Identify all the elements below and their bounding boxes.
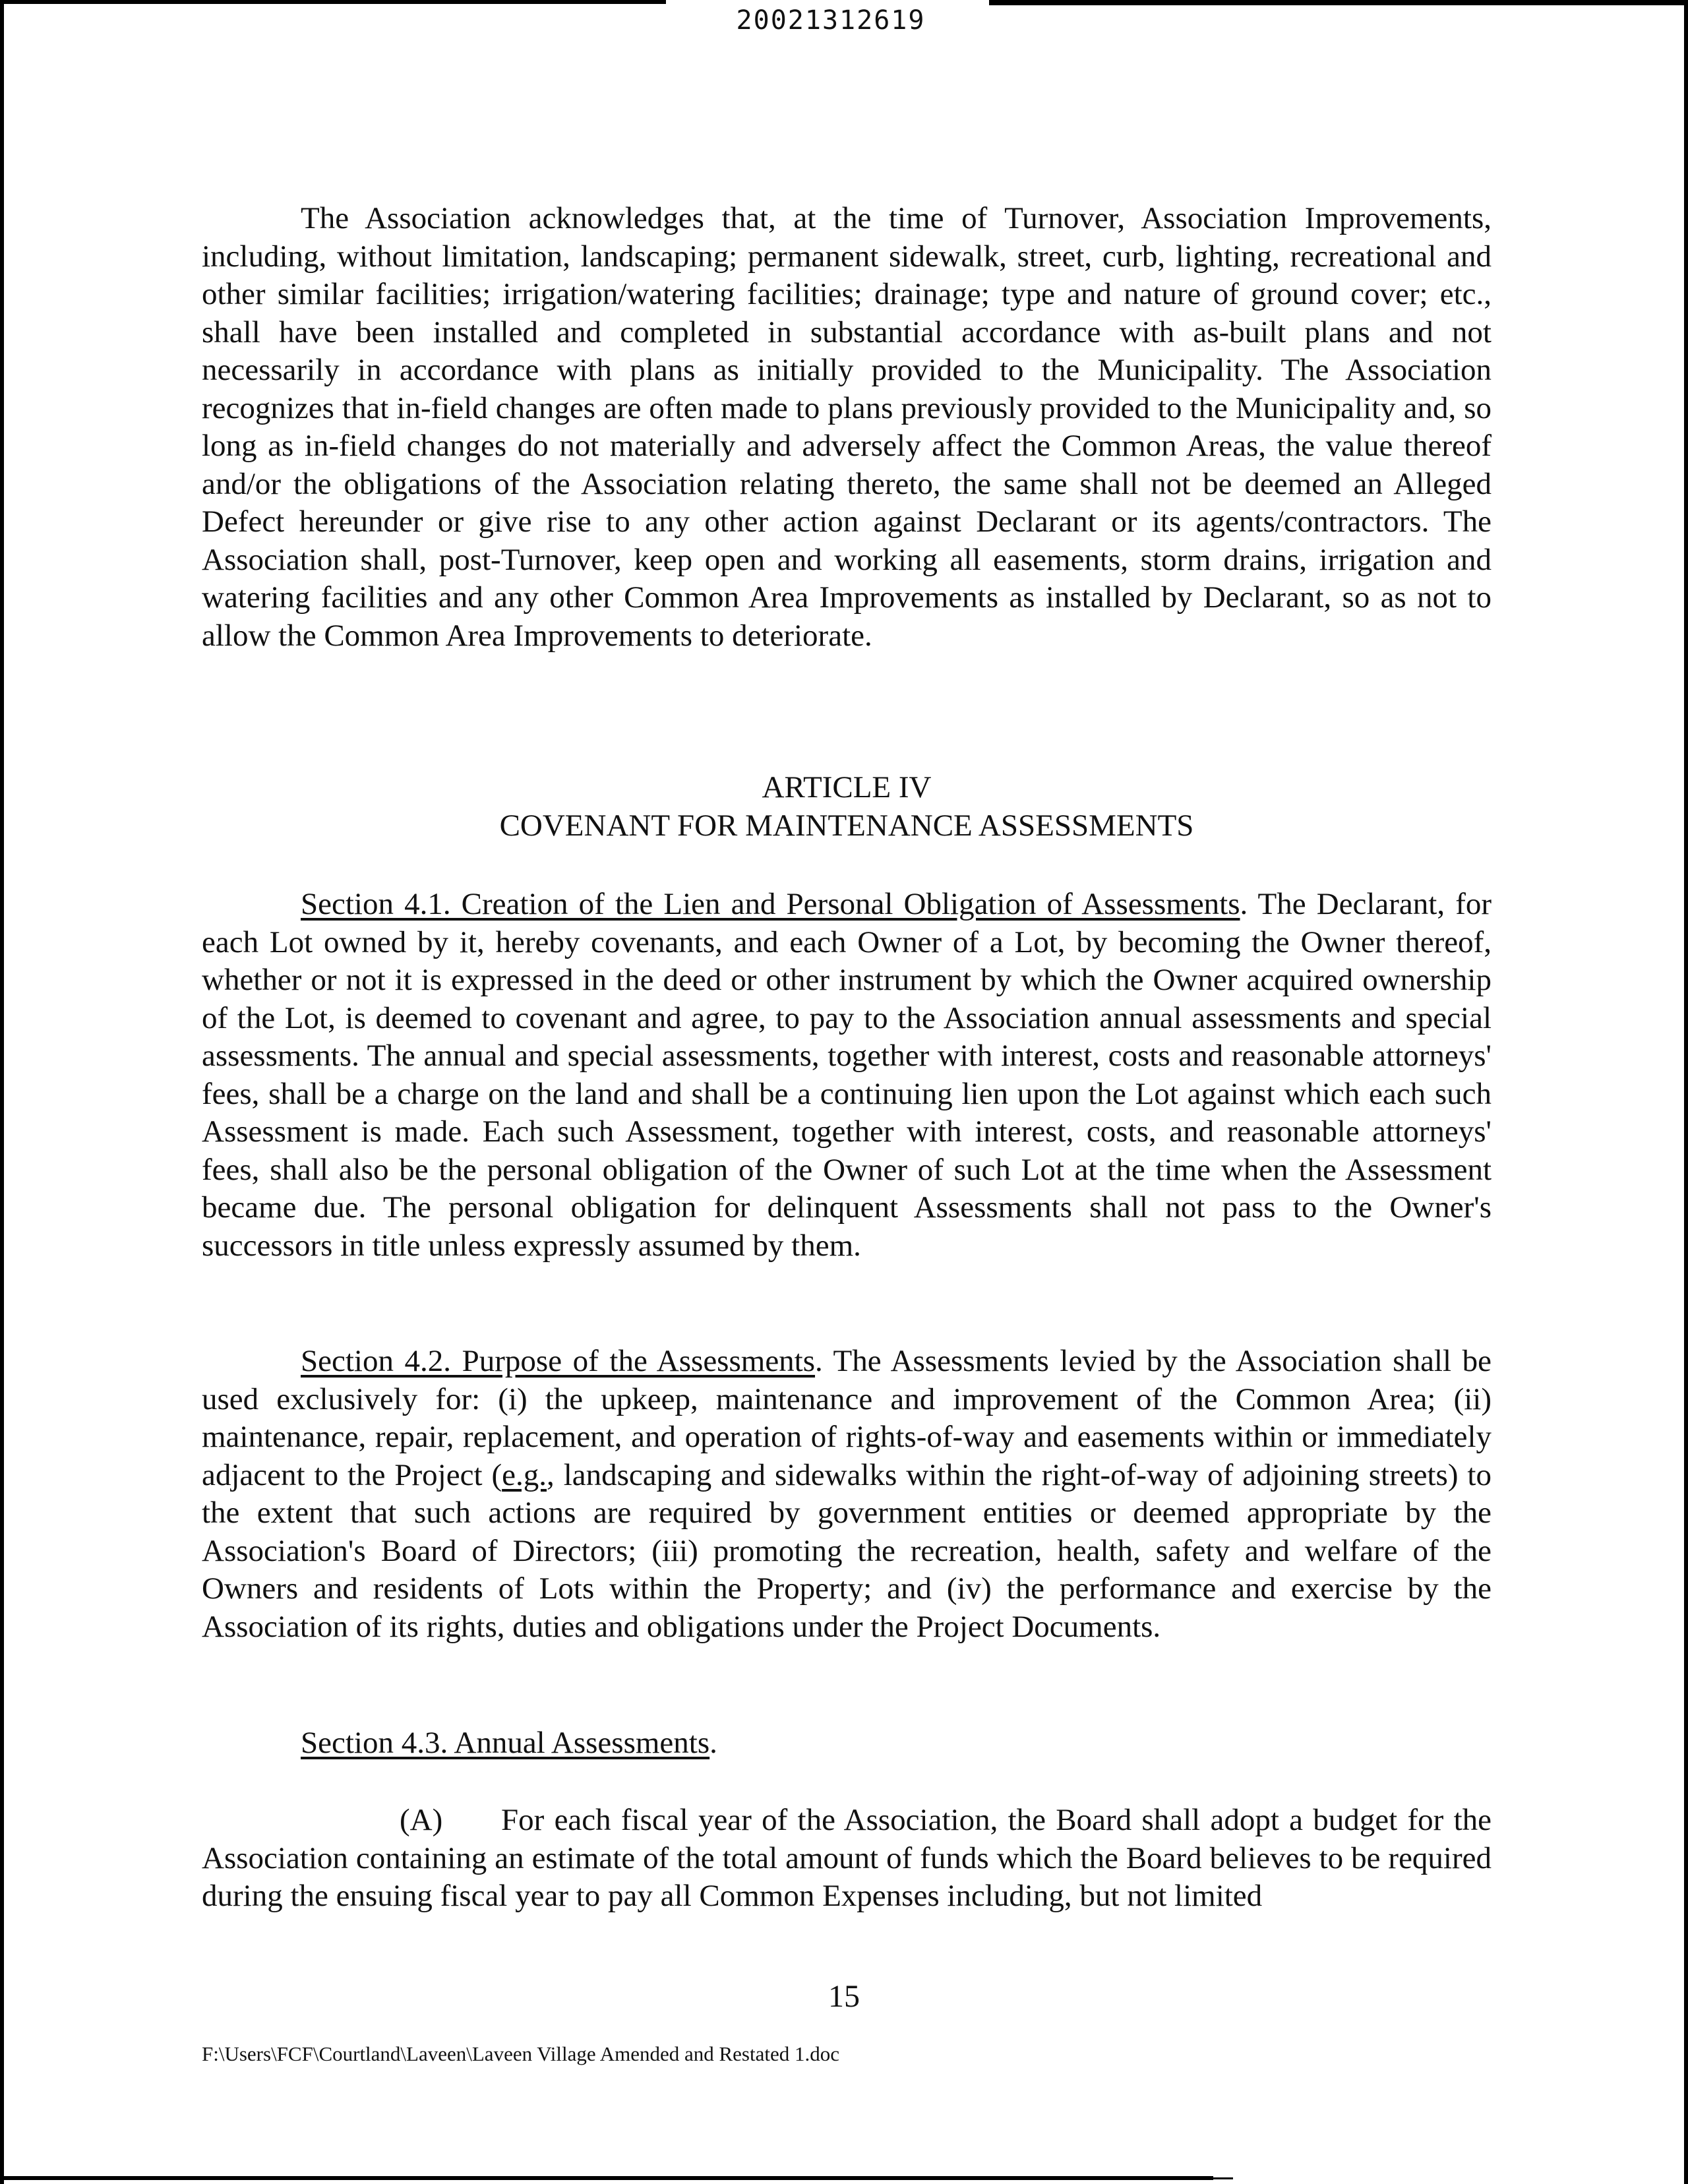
- section-4-2-body-before: . The Assessments levied by the Association shall be used exclusively for: (i) the upkeep, maintenance and improvement of the Common Area; (ii) maintenance, repair, replacement, and operation of rights-of-way and easements within or immediately adjacent to the Project (: [202, 1344, 1492, 1492]
- section-4-1-body: . The Declarant, for each Lot owned by it, hereby covenants, and each Owner of a Lot, by becoming the Owner thereof, whether or not it is expressed in the deed or other instrument by which the Owner acquired ownership of the Lot, is deemed to covenant and agree, to pay to the Association annual assessments and special assessments. The annual and special assessments, together with interest, costs and reasonable attorneys' fees, shall be a charge on the land and shall be a continuing lien upon the Lot against which each such Assessment is made. Each such Assessment, together with interest, costs, and reasonable attorneys' fees, shall also be the personal obligation of the Owner of such Lot at the time when the Assessment became due. The personal obligation for delinquent Assessments shall not pass to the Owner's successors in title unless expressly assumed by them.: [202, 887, 1492, 1263]
- article-number: ARTICLE IV: [762, 770, 932, 804]
- scan-border-right: [1684, 0, 1688, 2184]
- section-4-2-heading: Section 4.2. Purpose of the Assessments: [301, 1344, 816, 1378]
- section-4-2-paragraph: [202, 1343, 1492, 1646]
- page-number: 15: [828, 1979, 860, 2014]
- scan-border-top-left: [0, 0, 666, 4]
- scan-border-left: [0, 0, 4, 2184]
- item-a-marker: (A): [400, 1803, 443, 1837]
- scan-border-bottom-tail: [1213, 2177, 1233, 2179]
- section-4-3-paragraph: [202, 1724, 1492, 1763]
- footer-file-path: F:\Users\FCF\Courtland\Laveen\Laveen Village Amended and Restated 1.doc: [202, 2042, 839, 2065]
- section-4-3-item-a: [202, 1802, 1492, 1916]
- intro-paragraph: The Association acknowledges that, at the time of Turnover, Association Improvements, including, without limitation, landscaping; permanent sidewalk, street, curb, lighting, recreational and other similar facilities; irrigation/watering facilities; drainage; type and nature of ground cover; etc., shall have been installed and completed in substantial accordance with as-built plans and not necessarily in accordance with plans as initially provided to the Municipality. The Association recognizes that in-field changes are often made to plans previously provided to the Municipality and, so long as in-field changes do not materially and adversely affect the Common Areas, the value thereof and/or the obligations of the Association relating thereto, the same shall not be deemed an Alleged Defect hereunder or give rise to any other action against Declarant or its agents/contractors. The Association shall, post-Turnover, keep open and working all easements, storm drains, irrigation and watering facilities and any other Common Area Improvements as installed by Declarant, so as not to allow the Common Area Improvements to deteriorate.: [202, 201, 1492, 653]
- scan-border-bottom: [0, 2176, 1213, 2180]
- scan-border-top-right: [989, 0, 1688, 5]
- section-4-2-eg: e.g.: [502, 1457, 547, 1492]
- section-4-1-paragraph: [202, 886, 1492, 1265]
- document-id-stamp: 20021312619: [736, 5, 926, 36]
- section-4-1-heading: Section 4.1. Creation of the Lien and Personal Obligation of Assessments: [301, 887, 1240, 921]
- section-4-3-heading-suffix: .: [709, 1726, 717, 1760]
- article-title: COVENANT FOR MAINTENANCE ASSESSMENTS: [499, 808, 1194, 843]
- section-4-3-heading: Section 4.3. Annual Assessments: [301, 1726, 710, 1760]
- item-a-text: For each fiscal year of the Association, the Board shall adopt a budget for the Association containing an estimate of the total amount of funds which the Board believes to be required during the ensuing fiscal year to pay all Common Expenses including, but not limited: [202, 1803, 1492, 1913]
- section-4-2-body-after: , landscaping and sidewalks within the right-of-way of adjoining streets) to the extent that such actions are required by government entities or deemed appropriate by the Association's Board of Directors; (iii) promoting the recreation, health, safety and welfare of the Owners and residents of Lots within the Property; and (iv) the performance and exercise by the Association of its rights, duties and obligations under the Project Documents.: [202, 1457, 1492, 1644]
